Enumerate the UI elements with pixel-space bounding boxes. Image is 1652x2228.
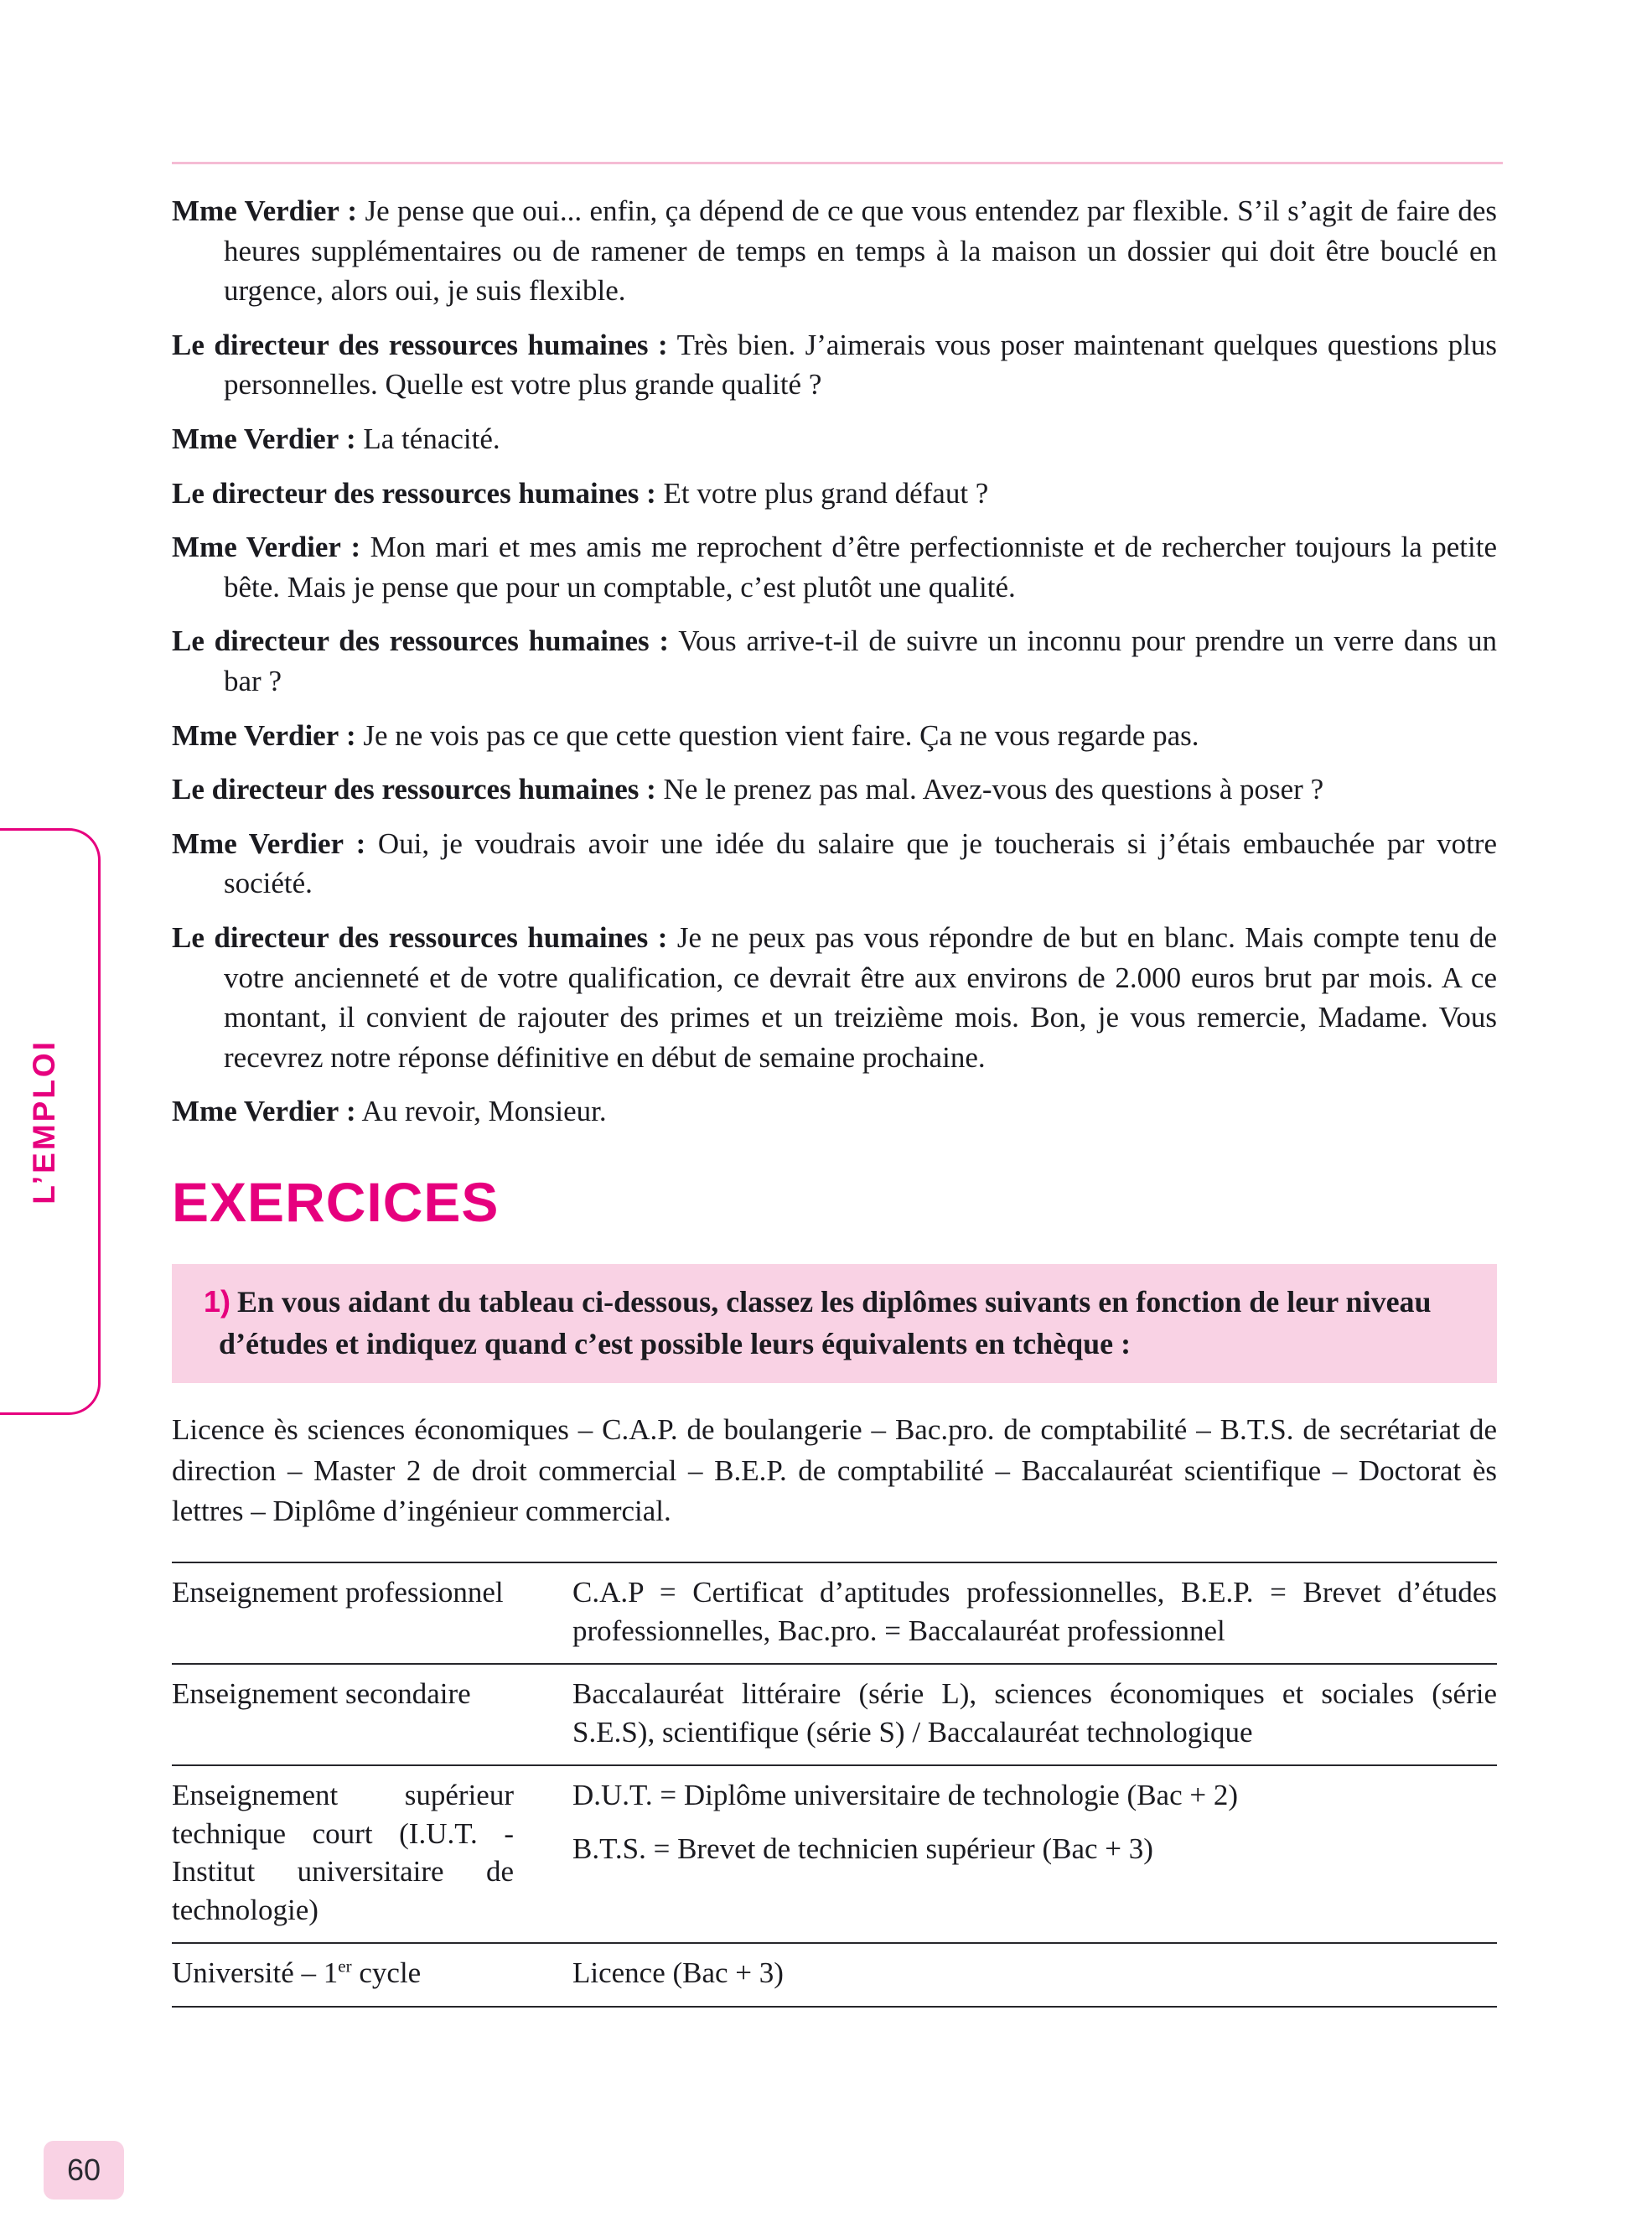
speech-text: Ne le prenez pas mal. Avez-vous des questions à poser ? bbox=[663, 773, 1324, 806]
speaker-name: Mme Verdier : bbox=[172, 826, 366, 860]
education-level-cell: Enseignement secondaire bbox=[172, 1664, 572, 1765]
speaker-name: Mme Verdier : bbox=[172, 422, 356, 455]
table-row-enseignement-secondaire bbox=[172, 1664, 1497, 1765]
speaker-name: Mme Verdier : bbox=[172, 1095, 356, 1128]
exercise-1-instruction-box bbox=[172, 1264, 1497, 1383]
diplomas-cell bbox=[572, 1943, 1497, 2007]
page-number: 60 bbox=[67, 2153, 101, 2187]
education-levels-table bbox=[172, 1562, 1497, 2008]
dialogue-paragraph bbox=[172, 474, 1497, 514]
speaker-name: Le directeur des ressources humaines : bbox=[172, 773, 656, 806]
diplomas-cell bbox=[572, 1562, 1497, 1664]
speech-text: Vous arrive-t-il de suivre un inconnu pour prendre un verre dans un bar ? bbox=[224, 624, 1498, 697]
page-number-badge bbox=[44, 2141, 124, 2200]
speaker-name: Le directeur des ressources humaines : bbox=[172, 476, 656, 510]
education-level-cell: Enseignement professionnel bbox=[172, 1562, 572, 1664]
speaker-name: Mme Verdier : bbox=[172, 718, 356, 752]
exercise-text: En vous aidant du tableau ci-dessous, classez les diplômes suivants en fonction de leur niveau d’études et indiquez quand c’est possible leurs équivalents en tchèque : bbox=[219, 1284, 1432, 1360]
table-row-enseignement-professionnel bbox=[172, 1562, 1497, 1664]
exercise-number: 1) bbox=[204, 1283, 231, 1319]
dialogue-paragraph bbox=[172, 325, 1497, 405]
exercises-heading: EXERCICES bbox=[172, 1170, 500, 1233]
speech-text: Oui, je voudrais avoir une idée du salaire que je toucherais si j’étais embauchée par votre société. bbox=[224, 826, 1498, 900]
level-superscript: er bbox=[338, 1956, 352, 1977]
dialogue-paragraph bbox=[172, 824, 1497, 904]
dialogue-paragraph bbox=[172, 527, 1497, 607]
speaker-name: Mme Verdier : bbox=[172, 531, 361, 564]
diplomas-cell bbox=[572, 1765, 1497, 1943]
table-row-enseignement-superieur-court bbox=[172, 1765, 1497, 1943]
dialogue-section bbox=[172, 191, 1497, 1132]
diploma-text: C.A.P = Certificat d’aptitudes professionnelles, B.E.P. = Brevet d’études professionnelles, Bac.pro. = Baccalauréat professionnel bbox=[572, 1576, 1497, 1647]
speech-text: Mon mari et mes amis me reprochent d’être perfectionniste et de rechercher toujours la petite bête. Mais je pense que pour un comptable, c’est plutôt une qualité. bbox=[224, 531, 1497, 604]
dialogue-paragraph bbox=[172, 191, 1497, 311]
speaker-name: Mme Verdier : bbox=[172, 194, 358, 227]
chapter-tab bbox=[0, 828, 101, 1415]
table-row-universite-premier-cycle bbox=[172, 1943, 1497, 2007]
dialogue-paragraph bbox=[172, 621, 1497, 701]
diploma-text: D.U.T. = Diplôme universitaire de technologie (Bac + 2) bbox=[572, 1779, 1239, 1812]
diplomas-cell bbox=[572, 1664, 1497, 1765]
speaker-name: Le directeur des ressources humaines : bbox=[172, 328, 668, 361]
speech-text: Je ne peux pas vous répondre de but en blanc. Mais compte tenu de votre ancienneté et de votre qualification, ce devrait être aux environs de 2.000 euros brut par mois. A ce montant, il convient de rajouter des primes et un treizième mois. Bon, je vous remercie, Madame. Vous recevrez notre réponse définitive en début de semaine prochaine. bbox=[224, 920, 1498, 1074]
level-text: Université – 1 bbox=[172, 1956, 339, 1990]
diploma-text: Licence (Bac + 3) bbox=[572, 1956, 784, 1990]
dialogue-paragraph bbox=[172, 769, 1497, 810]
speech-text: Au revoir, Monsieur. bbox=[361, 1095, 607, 1128]
speech-text: Je pense que oui... enfin, ça dépend de ce que vous entendez par flexible. S’il s’agit de faire des heures supplémentaires ou de ramener de temps en temps à la maison un dossier qui doit être bouclé en urgence, alors oui, je suis flexible. bbox=[224, 194, 1497, 308]
exercise-1-instruction bbox=[204, 1281, 1485, 1365]
speech-text: La ténacité. bbox=[363, 422, 500, 455]
diploma-list: Licence ès sciences économiques – C.A.P. de boulangerie – Bac.pro. de comptabilité – B.T.S. de secrétariat de direction – Master 2 de droit commercial – B.E.P. de comptabilité – Baccalauréat scientifique – Doctorat ès lettres – Diplôme d’ingénieur commercial. bbox=[172, 1413, 1497, 1527]
diploma-text: B.T.S. = Brevet de technicien supérieur (Bac + 3) bbox=[572, 1832, 1153, 1865]
level-text: cycle bbox=[351, 1956, 422, 1990]
speech-text: Je ne vois pas ce que cette question vient faire. Ça ne vous regarde pas. bbox=[363, 718, 1199, 752]
speech-text: Et votre plus grand défaut ? bbox=[663, 476, 989, 510]
dialogue-paragraph bbox=[172, 716, 1497, 756]
page-content bbox=[172, 191, 1497, 2008]
education-level-cell bbox=[172, 1943, 572, 2007]
education-level-cell: Enseignement supérieur technique court (I.U.T. -Institut universitaire de technologie) bbox=[172, 1765, 572, 1943]
dialogue-paragraph bbox=[172, 1091, 1497, 1132]
dialogue-paragraph bbox=[172, 419, 1497, 459]
speech-text: Très bien. J’aimerais vous poser maintenant quelques questions plus personnelles. Quelle est votre plus grande qualité ? bbox=[224, 328, 1497, 402]
chapter-tab-label: L’EMPLOI bbox=[26, 1039, 61, 1205]
dialogue-paragraph bbox=[172, 918, 1497, 1077]
diploma-text: Baccalauréat littéraire (série L), sciences économiques et sociales (série S.E.S), scientifique (série S) / Baccalauréat technologique bbox=[572, 1677, 1497, 1749]
top-divider bbox=[172, 162, 1503, 164]
speaker-name: Le directeur des ressources humaines : bbox=[172, 920, 668, 954]
speaker-name: Le directeur des ressources humaines : bbox=[172, 624, 670, 658]
